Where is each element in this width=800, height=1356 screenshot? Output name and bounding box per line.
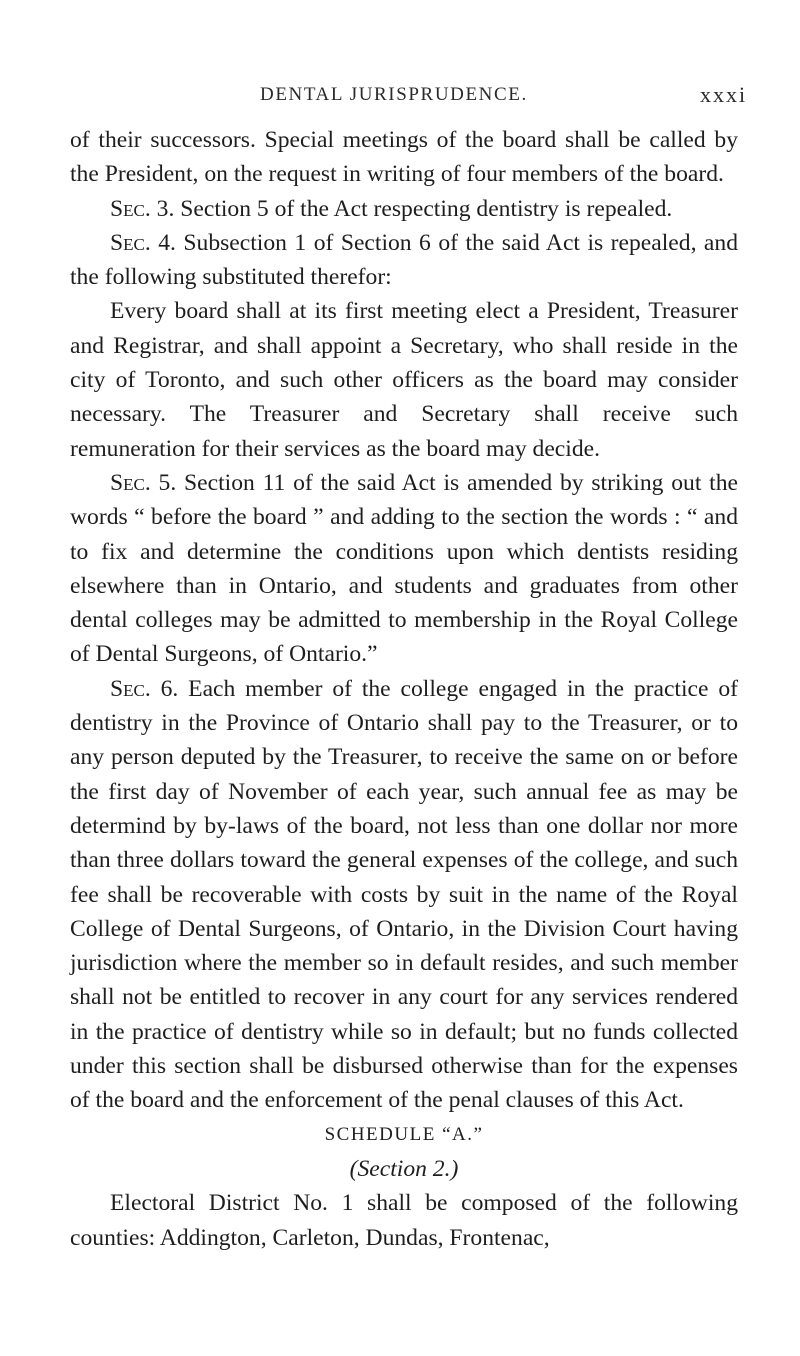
text-body	[70, 123, 738, 1255]
paragraph-electoral-district: Electoral District No. 1 shall be composed of the following counties: Addington, Carleton, Dundas, Frontenac,	[70, 1190, 738, 1251]
section-text: Section 5 of the Act respecting dentistry is repealed.	[180, 195, 673, 222]
section-label: Sec. 5.	[110, 469, 177, 496]
running-title: DENTAL JURISPRUDENCE.	[260, 84, 528, 105]
paragraph-section-6	[70, 672, 738, 1118]
section-label: Sec. 6.	[110, 675, 179, 702]
paragraph-section-3	[70, 192, 738, 226]
paragraph-continuation: of their successors. Special meetings of the board shall be called by the President, on the request in writing of four members of the board.	[70, 127, 738, 188]
paragraph-board-officers: Every board shall at its first meeting elect a President, Treasurer and Registrar, and shall appoint a Secretary, who shall reside in the city of Toronto, and such other officers as the board may consider necessary. The Treasurer and Secretary shall receive such remuneration for their services as the board may decide.	[70, 298, 738, 462]
paragraph-section-5	[70, 466, 738, 672]
running-head	[0, 84, 800, 110]
schedule-heading: SCHEDULE “A.”	[324, 1123, 484, 1145]
section-text: Subsection 1 of Section 6 of the said Act is repealed, and the following substituted therefor:	[70, 229, 739, 291]
page-number: xxxi	[700, 82, 748, 107]
section-label: Sec. 4.	[110, 229, 176, 256]
paragraph-section-4	[70, 226, 738, 295]
section-text: Section 11 of the said Act is amended by striking out the words “ before the board ” and adding to the section the words : “ and to fix and determine the conditions upon which dentists residing elsewhere than in Ontario, and students and graduates from other dental colleges may be admitted to membership in the Royal College of Dental Surgeons, of Ontario.”	[70, 469, 738, 668]
schedule-section: (Section 2.)	[349, 1155, 459, 1182]
section-label: Sec. 3.	[110, 195, 175, 222]
section-text: Each member of the college engaged in the practice of dentistry in the Province of Ontario shall pay to the Treasurer, or to any person deputed by the Treasurer, to receive the same on or before the first day of November of each year, such annual fee as may be determind by by-laws of the board, not less than one dollar nor more than three dollars toward the general expenses of the college, and such fee shall be recoverable with costs by suit in the name of the Royal College of Dental Surgeons, of Ontario, in the Division Court having jurisdiction where the member so in default resides, and such member shall not be entitled to recover in any court for any services rendered in the practice of dentistry while so in default; but no funds collected under this section shall be disbursed otherwise than for the expenses of the board and the enforcement of the penal clauses of this Act.	[70, 675, 738, 1114]
